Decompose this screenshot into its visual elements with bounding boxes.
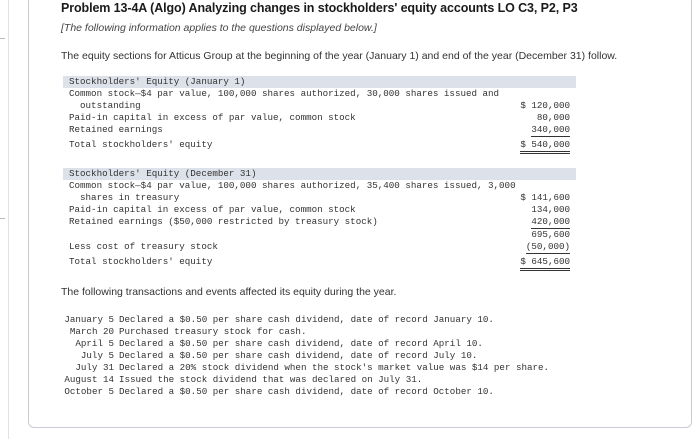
margin-tick — [0, 38, 5, 39]
list-item — [60, 326, 306, 338]
transaction-text: Declared a 20% stock dividend when the stock's market value was $14 per share. — [119, 362, 550, 373]
transaction-date: July 5 — [80, 350, 114, 361]
transaction-date: July 31 — [75, 362, 114, 373]
list-item — [60, 386, 494, 398]
list-item — [60, 362, 549, 374]
table-row-label: Common stock—$4 par value, 100,000 shares authorized, 35,400 shares issued, 3,000 — [69, 180, 516, 191]
table-row-label: shares in treasury — [69, 192, 180, 203]
table-row-label: Retained earnings — [69, 124, 163, 135]
transaction-text: Declared a $0.50 per share cash dividend, date of record October 10. — [119, 386, 494, 397]
transaction-text: Purchased treasury stock for cash. — [119, 326, 307, 337]
list-item — [60, 350, 477, 362]
transaction-date: January 5 — [64, 314, 114, 325]
left-margin-rule — [0, 0, 9, 439]
problem-title: Problem 13-4A (Algo) Analyzing changes in stockholders' equity accounts LO C3, P2, P3 — [61, 1, 578, 15]
table-row-amount: $ 120,000 — [520, 100, 570, 111]
table-row-amount: (50,000) — [525, 241, 570, 252]
table-row-label: Paid-in capital in excess of par value, common stock — [69, 112, 356, 123]
list-item — [60, 374, 422, 386]
transaction-date: April 5 — [75, 338, 114, 349]
equity-table-january — [63, 76, 576, 156]
table-row-label: Less cost of treasury stock — [69, 241, 218, 252]
transaction-text: Issued the stock dividend that was declared on July 31. — [119, 374, 423, 385]
transaction-text: Declared a $0.50 per share cash dividend, date of record July 10. — [119, 350, 478, 361]
table-row-label: Retained earnings ($50,000 restricted by treasury stock) — [69, 216, 378, 227]
margin-tick — [0, 218, 5, 219]
transaction-text: Declared a $0.50 per share cash dividend, date of record April 10. — [119, 338, 483, 349]
table-row-amount: $ 540,000 — [520, 139, 570, 154]
equity-table-december — [63, 168, 576, 272]
table-row-label: Total stockholders' equity — [69, 256, 213, 267]
table-row-amount: 340,000 — [531, 124, 570, 135]
problem-note: [The following information applies to the questions displayed below.] — [61, 22, 377, 34]
transaction-date: August 14 — [64, 374, 114, 385]
table-header: Stockholders' Equity (December 31) — [69, 168, 257, 179]
table-row-label: Paid-in capital in excess of par value, common stock — [69, 204, 356, 215]
list-item — [60, 314, 494, 326]
list-item — [60, 338, 483, 350]
transactions-intro: The following transactions and events affected its equity during the year. — [61, 286, 397, 298]
table-row-amount: 420,000 — [531, 216, 570, 227]
transaction-date: October 5 — [64, 386, 114, 397]
transaction-text: Declared a $0.50 per share cash dividend, date of record January 10. — [119, 314, 494, 325]
table-row-amount: $ 645,600 — [520, 256, 570, 271]
table-row-amount: 80,000 — [536, 112, 570, 123]
transaction-date: March 20 — [69, 326, 114, 337]
table-row-amount: 134,000 — [531, 204, 570, 215]
table-row-label: outstanding — [69, 100, 141, 111]
table-row-label: Common stock—$4 par value, 100,000 shares authorized, 30,000 shares issued and — [69, 88, 500, 99]
table-row-amount: $ 141,600 — [520, 192, 570, 203]
table-header: Stockholders' Equity (January 1) — [69, 76, 246, 87]
table-row-amount: 695,600 — [531, 229, 570, 240]
problem-intro: The equity sections for Atticus Group at the beginning of the year (January 1) and end of the year (December 31) follow. — [61, 50, 618, 62]
table-row-label: Total stockholders' equity — [69, 139, 213, 150]
